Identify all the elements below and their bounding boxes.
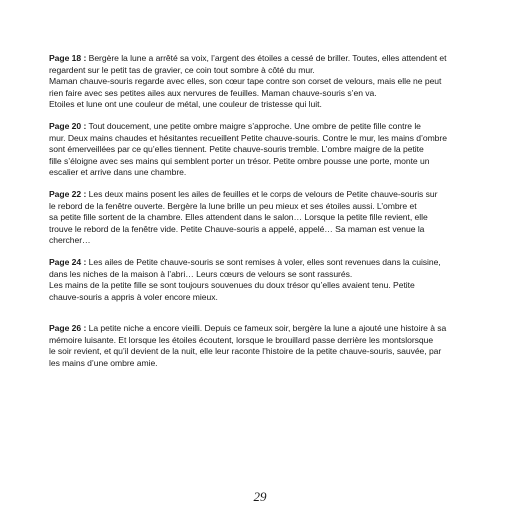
entry-label: Page 26 : [49, 323, 87, 334]
text-line: dans les niches de la maison à l’abri… Leurs cœurs de velours se sont rassurés. [49, 268, 353, 279]
entry-label: Page 22 : [49, 188, 87, 199]
text-line: mémoire luisante. Et lorsque les étoiles écoutent, lorsque le brouillard passe derrière les montslorsque [49, 334, 434, 345]
text-line: les mains d’une ombre amie. [49, 358, 158, 369]
text-line: rien faire avec ses petites ailes aux nervures de feuilles. Maman chauve-souris s’en va. [49, 87, 377, 98]
text-line: Tout doucement, une petite ombre maigre s’approche. Une ombre de petite fille contre le [86, 120, 421, 131]
text-line: trouve le rebord de la fenêtre vide. Petite Chauve-souris a appelé, appelé… Sa maman est venue la [49, 223, 425, 234]
text-line: sont émerveillées par ce qu’elles tiennent. Petite chauve-souris tremble. L’ombre maigre de la petite [49, 144, 424, 155]
text-line: mur. Deux mains chaudes et hésitantes recueillent Petite chauve-souris. Contre le mur, les mains d’ombre [49, 132, 447, 143]
text-line: Les ailes de Petite chauve-souris se sont remises à voler, elles sont revenues dans la cuisine, [86, 256, 441, 267]
page-entry-20 [49, 121, 477, 179]
entry-label: Page 24 : [49, 256, 87, 267]
text-line: sa petite fille sortent de la chambre. Elles attendent dans le salon… Lorsque la petite fille revient, elle [49, 212, 428, 223]
entry-label: Page 20 : [49, 120, 87, 131]
text-line: chercher… [49, 235, 91, 246]
text-line: La petite niche a encore vieilli. Depuis ce fameux soir, bergère la lune a ajouté une histoire à sa [86, 323, 447, 334]
text-line: Les deux mains posent les ailes de feuilles et le corps de velours de Petite chauve-souris sur [86, 188, 438, 199]
text-line: Maman chauve-souris regarde avec elles, son cœur tape contre son corset de velours, mais elle ne peut [49, 76, 442, 87]
text-line: Bergère la lune a arrêté sa voix, l’argent des étoiles a cessé de briller. Toutes, elles attendent et [86, 53, 447, 63]
text-line: Les mains de la petite fille se sont toujours souvenues du doux trésor qu’elles avaient tenu. Petite [49, 280, 415, 291]
page-entry-24 [49, 257, 477, 303]
page-entry-26 [49, 323, 477, 369]
text-line: le soir revient, et qu’il devient de la nuit, elle leur raconte l’histoire de la petite chauve-souris, sauvée, par [49, 346, 442, 357]
text-line: chauve-souris a appris à voler encore mieux. [49, 291, 218, 302]
text-line: fille s’éloigne avec ses mains qui semblent porter un trésor. Petite ombre pousse une porte, monte un [49, 155, 430, 166]
text-line: escalier et arrive dans une chambre. [49, 167, 187, 178]
entry-label: Page 18 : [49, 53, 87, 63]
page-content [49, 53, 477, 370]
text-line: Etoiles et lune ont une couleur de métal, une couleur de tristesse qui luit. [49, 99, 322, 110]
page-number: 29 [253, 489, 267, 504]
text-line: le rebord de la fenêtre ouverte. Bergère la lune brille un peu mieux et ses étoiles aussi. L’ombre et [49, 200, 417, 211]
text-line: regardent sur le petit tas de gravier, ce coin tout sombre à côté du mur. [49, 64, 315, 75]
page-entry-22 [49, 189, 477, 247]
page-entry-18 [49, 53, 477, 111]
